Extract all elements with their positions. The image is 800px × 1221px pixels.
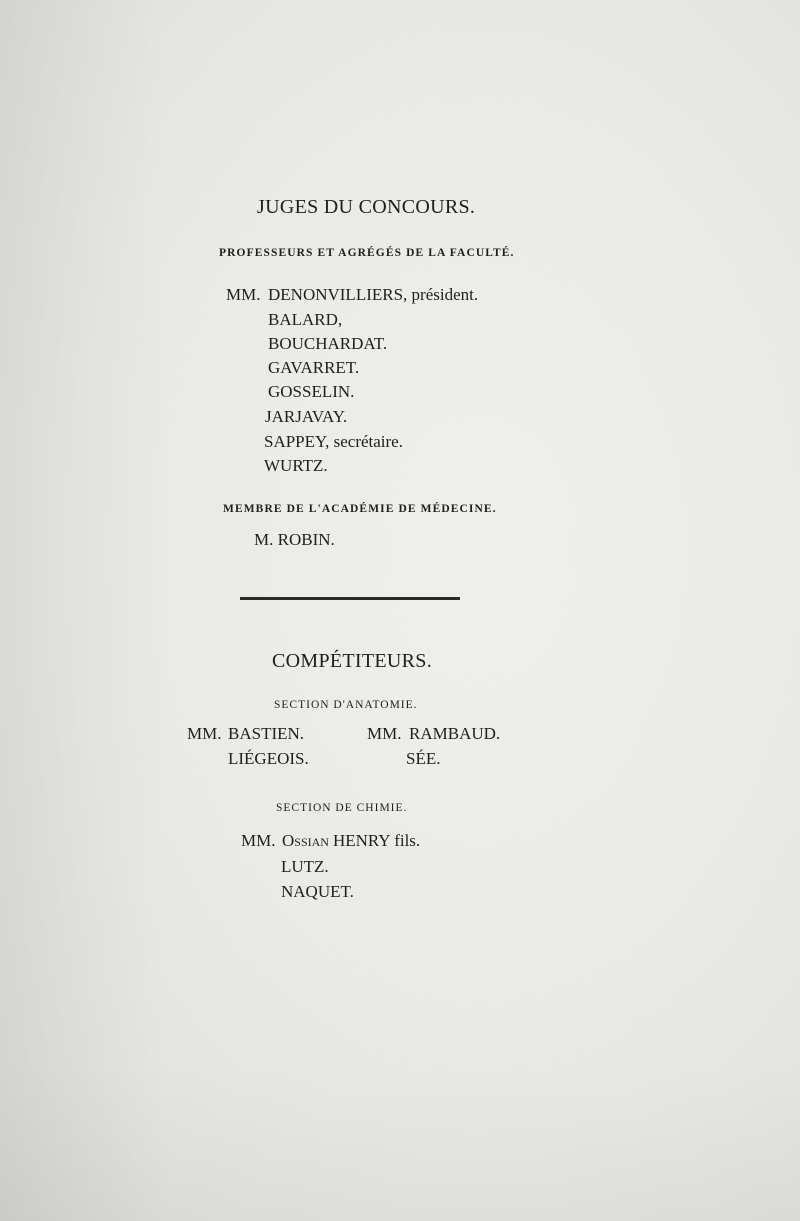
page-shadow — [0, 0, 170, 1221]
competitor-given-name: Ossian — [282, 831, 329, 850]
competitor-name: LUTZ. — [281, 857, 329, 876]
section-divider — [240, 597, 460, 600]
judge-name: GAVARRET. — [268, 358, 360, 377]
judges-subtitle: PROFESSEURS ET AGRÉGÉS DE LA FACULTÉ. — [219, 247, 515, 259]
judge-name: BOUCHARDAT. — [268, 334, 388, 353]
judges-title: JUGES DU CONCOURS. — [257, 196, 476, 218]
chemistry-prefix: MM. — [241, 831, 276, 850]
academy-heading: MEMBRE DE L'ACADÉMIE DE MÉDECINE. — [223, 503, 497, 515]
anatomy-left-prefix: MM. — [187, 724, 222, 743]
anatomy-heading: SECTION D'ANATOMIE. — [274, 699, 418, 711]
competitor-name: SÉE. — [406, 749, 441, 768]
anatomy-right-prefix: MM. — [367, 724, 402, 743]
judge-name: BALARD, — [268, 310, 343, 329]
competitors-title: COMPÉTITEURS. — [272, 650, 433, 672]
academy-member: M. ROBIN. — [254, 530, 335, 549]
page-shadow-bottom — [0, 1060, 800, 1221]
judge-name: SAPPEY, secrétaire. — [264, 432, 403, 451]
competitor-name — [282, 831, 420, 851]
competitor-name: NAQUET. — [281, 882, 354, 901]
chemistry-heading: SECTION DE CHIMIE. — [276, 802, 408, 814]
competitor-name: LIÉGEOIS. — [228, 749, 309, 768]
judge-name: JARJAVAY. — [265, 407, 348, 426]
competitor-name: RAMBAUD. — [409, 724, 501, 743]
competitor-name: BASTIEN. — [228, 724, 305, 743]
judge-name: WURTZ. — [264, 456, 328, 475]
judge-name: DENONVILLIERS, président. — [268, 285, 479, 304]
judges-prefix: MM. — [226, 285, 261, 304]
judge-name: GOSSELIN. — [268, 382, 355, 401]
competitor-surname: HENRY fils. — [332, 831, 421, 850]
